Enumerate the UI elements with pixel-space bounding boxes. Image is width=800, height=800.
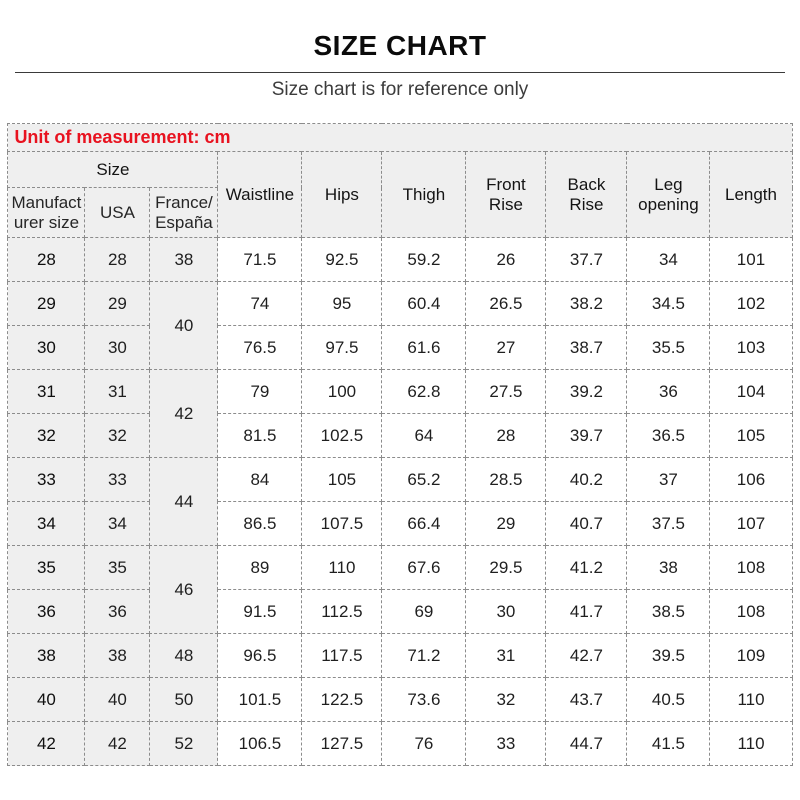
manufacturer-size-cell: 36 bbox=[8, 590, 85, 634]
front-rise-cell: 29 bbox=[466, 502, 546, 546]
usa-size-cell: 40 bbox=[85, 678, 150, 722]
front-rise-cell: 28.5 bbox=[466, 458, 546, 502]
usa-size-cell: 31 bbox=[85, 370, 150, 414]
col-header-back-rise: Back Rise bbox=[546, 152, 627, 238]
leg-opening-cell: 38 bbox=[627, 546, 710, 590]
length-cell: 106 bbox=[710, 458, 792, 502]
table-row-size-34 bbox=[8, 502, 792, 546]
col-header-hips: Hips bbox=[302, 152, 382, 238]
table-row-size-31 bbox=[8, 370, 792, 414]
front-rise-cell: 32 bbox=[466, 678, 546, 722]
usa-size-cell: 32 bbox=[85, 414, 150, 458]
table-row-size-36 bbox=[8, 590, 792, 634]
length-cell: 109 bbox=[710, 634, 792, 678]
thigh-cell: 76 bbox=[382, 722, 466, 766]
manufacturer-size-cell: 33 bbox=[8, 458, 85, 502]
waistline-cell: 96.5 bbox=[218, 634, 302, 678]
length-cell: 110 bbox=[710, 722, 792, 766]
leg-opening-cell: 38.5 bbox=[627, 590, 710, 634]
manufacturer-size-cell: 30 bbox=[8, 326, 85, 370]
waistline-cell: 79 bbox=[218, 370, 302, 414]
table-row-size-40 bbox=[8, 678, 792, 722]
france-size-cell: 42 bbox=[150, 370, 218, 458]
usa-size-cell: 34 bbox=[85, 502, 150, 546]
length-cell: 107 bbox=[710, 502, 792, 546]
thigh-cell: 61.6 bbox=[382, 326, 466, 370]
col-header-thigh: Thigh bbox=[382, 152, 466, 238]
back-rise-cell: 41.7 bbox=[546, 590, 627, 634]
thigh-cell: 66.4 bbox=[382, 502, 466, 546]
length-cell: 102 bbox=[710, 282, 792, 326]
length-cell: 101 bbox=[710, 238, 792, 282]
header-row-group bbox=[8, 152, 792, 188]
waistline-cell: 91.5 bbox=[218, 590, 302, 634]
leg-opening-cell: 39.5 bbox=[627, 634, 710, 678]
france-size-cell: 44 bbox=[150, 458, 218, 546]
waistline-cell: 89 bbox=[218, 546, 302, 590]
usa-size-cell: 38 bbox=[85, 634, 150, 678]
length-cell: 108 bbox=[710, 546, 792, 590]
title-divider bbox=[15, 72, 785, 73]
length-cell: 108 bbox=[710, 590, 792, 634]
manufacturer-size-cell: 34 bbox=[8, 502, 85, 546]
manufacturer-size-cell: 32 bbox=[8, 414, 85, 458]
leg-opening-cell: 36 bbox=[627, 370, 710, 414]
col-header-france-espana: France/España bbox=[150, 188, 218, 238]
col-header-length: Length bbox=[710, 152, 792, 238]
hips-cell: 105 bbox=[302, 458, 382, 502]
manufacturer-size-cell: 28 bbox=[8, 238, 85, 282]
hips-cell: 110 bbox=[302, 546, 382, 590]
usa-size-cell: 33 bbox=[85, 458, 150, 502]
front-rise-cell: 30 bbox=[466, 590, 546, 634]
hips-cell: 107.5 bbox=[302, 502, 382, 546]
manufacturer-size-cell: 31 bbox=[8, 370, 85, 414]
manufacturer-size-cell: 29 bbox=[8, 282, 85, 326]
waistline-cell: 101.5 bbox=[218, 678, 302, 722]
hips-cell: 92.5 bbox=[302, 238, 382, 282]
thigh-cell: 69 bbox=[382, 590, 466, 634]
hips-cell: 97.5 bbox=[302, 326, 382, 370]
col-header-waistline: Waistline bbox=[218, 152, 302, 238]
thigh-cell: 64 bbox=[382, 414, 466, 458]
table-row-size-35 bbox=[8, 546, 792, 590]
hips-cell: 100 bbox=[302, 370, 382, 414]
hips-cell: 95 bbox=[302, 282, 382, 326]
table-row-size-29 bbox=[8, 282, 792, 326]
length-cell: 103 bbox=[710, 326, 792, 370]
leg-opening-cell: 37.5 bbox=[627, 502, 710, 546]
leg-opening-cell: 34 bbox=[627, 238, 710, 282]
france-size-cell: 52 bbox=[150, 722, 218, 766]
thigh-cell: 62.8 bbox=[382, 370, 466, 414]
hips-cell: 102.5 bbox=[302, 414, 382, 458]
col-header-front-rise: Front Rise bbox=[466, 152, 546, 238]
waistline-cell: 76.5 bbox=[218, 326, 302, 370]
hips-cell: 127.5 bbox=[302, 722, 382, 766]
usa-size-cell: 29 bbox=[85, 282, 150, 326]
size-group-header: Size bbox=[8, 152, 218, 188]
thigh-cell: 59.2 bbox=[382, 238, 466, 282]
back-rise-cell: 37.7 bbox=[546, 238, 627, 282]
front-rise-cell: 27 bbox=[466, 326, 546, 370]
back-rise-cell: 43.7 bbox=[546, 678, 627, 722]
waistline-cell: 86.5 bbox=[218, 502, 302, 546]
leg-opening-cell: 41.5 bbox=[627, 722, 710, 766]
hips-cell: 122.5 bbox=[302, 678, 382, 722]
leg-opening-cell: 37 bbox=[627, 458, 710, 502]
col-header-manufacturer-size: Manufacturer size bbox=[8, 188, 85, 238]
manufacturer-size-cell: 38 bbox=[8, 634, 85, 678]
page-subtitle: Size chart is for reference only bbox=[271, 79, 529, 100]
unit-note-row bbox=[8, 124, 792, 152]
france-size-cell: 46 bbox=[150, 546, 218, 634]
france-size-cell: 38 bbox=[150, 238, 218, 282]
front-rise-cell: 29.5 bbox=[466, 546, 546, 590]
back-rise-cell: 40.7 bbox=[546, 502, 627, 546]
table-row-size-42 bbox=[8, 722, 792, 766]
front-rise-cell: 26.5 bbox=[466, 282, 546, 326]
front-rise-cell: 27.5 bbox=[466, 370, 546, 414]
back-rise-cell: 44.7 bbox=[546, 722, 627, 766]
table-row-size-30 bbox=[8, 326, 792, 370]
front-rise-cell: 26 bbox=[466, 238, 546, 282]
manufacturer-size-cell: 35 bbox=[8, 546, 85, 590]
usa-size-cell: 28 bbox=[85, 238, 150, 282]
france-size-cell: 50 bbox=[150, 678, 218, 722]
col-header-usa: USA bbox=[85, 188, 150, 238]
front-rise-cell: 31 bbox=[466, 634, 546, 678]
hips-cell: 112.5 bbox=[302, 590, 382, 634]
usa-size-cell: 30 bbox=[85, 326, 150, 370]
leg-opening-cell: 34.5 bbox=[627, 282, 710, 326]
table-row-size-33 bbox=[8, 458, 792, 502]
back-rise-cell: 39.7 bbox=[546, 414, 627, 458]
page-title: SIZE CHART bbox=[313, 30, 487, 61]
manufacturer-size-cell: 40 bbox=[8, 678, 85, 722]
thigh-cell: 73.6 bbox=[382, 678, 466, 722]
hips-cell: 117.5 bbox=[302, 634, 382, 678]
back-rise-cell: 38.2 bbox=[546, 282, 627, 326]
length-cell: 110 bbox=[710, 678, 792, 722]
back-rise-cell: 42.7 bbox=[546, 634, 627, 678]
back-rise-cell: 41.2 bbox=[546, 546, 627, 590]
waistline-cell: 106.5 bbox=[218, 722, 302, 766]
table-row-size-38 bbox=[8, 634, 792, 678]
back-rise-cell: 38.7 bbox=[546, 326, 627, 370]
waistline-cell: 81.5 bbox=[218, 414, 302, 458]
thigh-cell: 67.6 bbox=[382, 546, 466, 590]
waistline-cell: 71.5 bbox=[218, 238, 302, 282]
usa-size-cell: 36 bbox=[85, 590, 150, 634]
waistline-cell: 74 bbox=[218, 282, 302, 326]
front-rise-cell: 28 bbox=[466, 414, 546, 458]
front-rise-cell: 33 bbox=[466, 722, 546, 766]
leg-opening-cell: 40.5 bbox=[627, 678, 710, 722]
france-size-cell: 48 bbox=[150, 634, 218, 678]
unit-note: Unit of measurement: cm bbox=[8, 124, 792, 152]
leg-opening-cell: 36.5 bbox=[627, 414, 710, 458]
size-chart-table bbox=[7, 123, 792, 766]
back-rise-cell: 40.2 bbox=[546, 458, 627, 502]
usa-size-cell: 42 bbox=[85, 722, 150, 766]
col-header-leg-opening: Leg opening bbox=[627, 152, 710, 238]
leg-opening-cell: 35.5 bbox=[627, 326, 710, 370]
thigh-cell: 65.2 bbox=[382, 458, 466, 502]
thigh-cell: 71.2 bbox=[382, 634, 466, 678]
france-size-cell: 40 bbox=[150, 282, 218, 370]
back-rise-cell: 39.2 bbox=[546, 370, 627, 414]
usa-size-cell: 35 bbox=[85, 546, 150, 590]
length-cell: 104 bbox=[710, 370, 792, 414]
thigh-cell: 60.4 bbox=[382, 282, 466, 326]
length-cell: 105 bbox=[710, 414, 792, 458]
waistline-cell: 84 bbox=[218, 458, 302, 502]
table-row-size-28 bbox=[8, 238, 792, 282]
table-row-size-32 bbox=[8, 414, 792, 458]
manufacturer-size-cell: 42 bbox=[8, 722, 85, 766]
